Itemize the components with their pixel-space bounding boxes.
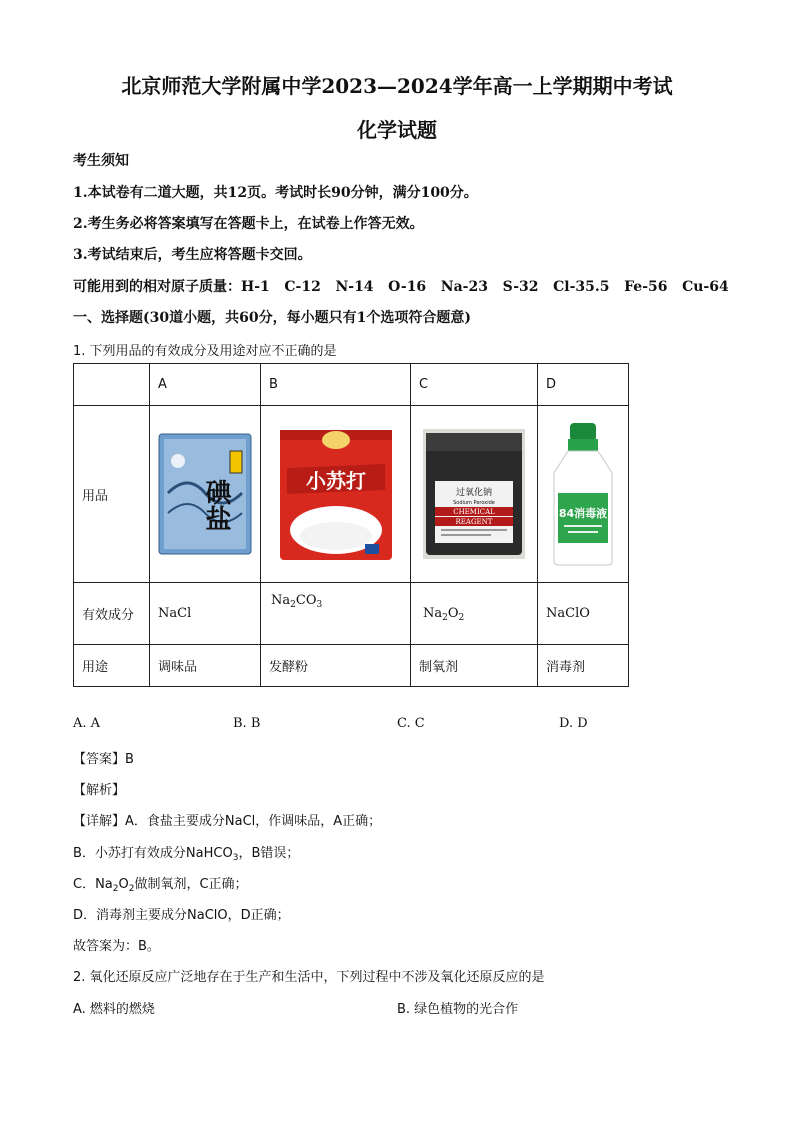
detail-a xyxy=(73,810,381,829)
section-heading: 一、选择题(30道小题，共60分，每小题只有1个选项符合题意) xyxy=(73,310,471,326)
use-d: 消毒剂 xyxy=(538,645,629,687)
use-c: 制氧剂 xyxy=(411,645,538,687)
salt-bag-label: 碘盐 xyxy=(201,479,231,531)
bleach-84-image xyxy=(548,421,618,567)
use-b: 发酵粉 xyxy=(261,645,411,687)
row-label-component: 有效成分 xyxy=(74,583,150,645)
notice-heading: 考生须知 xyxy=(73,153,129,169)
question-1-table xyxy=(73,363,629,687)
analysis-label: 【解析】 xyxy=(73,783,126,798)
question-1-stem: 1. 下列用品的有效成分及用途对应不正确的是 xyxy=(73,344,337,359)
exam-subtitle: 化学试题 xyxy=(357,118,437,142)
option-d: D. D xyxy=(559,716,588,731)
iodized-salt-image xyxy=(158,433,252,555)
exam-title: 北京师范大学附属中学2023—2024学年高一上学期期中考试 xyxy=(121,74,673,98)
col-header-a: A xyxy=(150,364,261,406)
question-2-stem: 2. 氧化还原反应广泛地存在于生产和生活中，下列过程中不涉及氧化还原反应的是 xyxy=(73,970,545,985)
component-d: NaClO xyxy=(538,583,629,645)
option-b: B. B xyxy=(233,716,261,731)
conclusion: 故答案为：B。 xyxy=(73,939,160,954)
detail-d: D．消毒剂主要成分NaClO，D正确； xyxy=(73,908,290,923)
detail-a-text: A．食盐主要成分NaCl，作调味品，A正确； xyxy=(125,814,382,829)
atomic-masses xyxy=(73,276,729,296)
atomic-masses-label: 可能用到的相对原子质量： xyxy=(73,279,241,295)
option-c: C. C xyxy=(397,716,425,731)
option-a: A. A xyxy=(73,716,101,731)
detail-label: 【详解】 xyxy=(73,814,126,829)
detail-b: B．小苏打有效成分NaHCO$_3$，B错误； xyxy=(73,846,300,863)
row-label-use: 用途 xyxy=(74,645,150,687)
reagent-band-1: CHEMICAL xyxy=(453,508,495,516)
col-header-c: C xyxy=(411,364,538,406)
component-c: $Na_2O_2$ xyxy=(411,583,538,645)
component-a: NaCl xyxy=(150,583,261,645)
detail-c: C．$Na_2O_2$做制氧剂，C正确； xyxy=(73,877,248,894)
sodium-peroxide-reagent-image xyxy=(423,429,525,559)
table-corner xyxy=(74,364,150,406)
col-header-b: B xyxy=(261,364,411,406)
reagent-sub-label: Sodium Peroxide xyxy=(453,500,495,506)
component-b: $Na_2CO_3$ xyxy=(261,583,411,645)
item-image-c-cell xyxy=(411,406,538,583)
item-image-d-cell xyxy=(538,406,629,583)
reagent-label: 过氧化钠 xyxy=(455,488,493,498)
baking-soda-label: 小苏打 xyxy=(305,469,366,493)
notice-item-3: 3.考试结束后，考生应将答题卡交回。 xyxy=(73,247,312,263)
reagent-band-2: REAGENT xyxy=(455,518,493,526)
answer-line xyxy=(73,748,134,767)
row-label-item: 用品 xyxy=(74,406,150,583)
q2-option-b: B. 绿色植物的光合作 xyxy=(397,1002,519,1017)
q2-option-a: A. 燃料的燃烧 xyxy=(73,1002,155,1017)
use-a: 调味品 xyxy=(150,645,261,687)
bleach-label: 84消毒液 xyxy=(558,507,608,520)
item-image-b-cell xyxy=(261,406,411,583)
notice-item-1: 1.本试卷有二道大题，共12页。考试时长90分钟，满分100分。 xyxy=(73,185,478,201)
answer-label: 【答案】 xyxy=(73,752,126,767)
col-header-d: D xyxy=(538,364,629,406)
atomic-masses-values: H-1 C-12 N-14 O-16 Na-23 S-32 Cl-35.5 Fe-56 Cu-64 xyxy=(241,279,729,295)
answer-value: B xyxy=(125,752,134,767)
baking-soda-image xyxy=(279,426,393,562)
notice-item-2: 2.考生务必将答案填写在答题卡上，在试卷上作答无效。 xyxy=(73,216,424,232)
item-image-a-cell xyxy=(150,406,261,583)
